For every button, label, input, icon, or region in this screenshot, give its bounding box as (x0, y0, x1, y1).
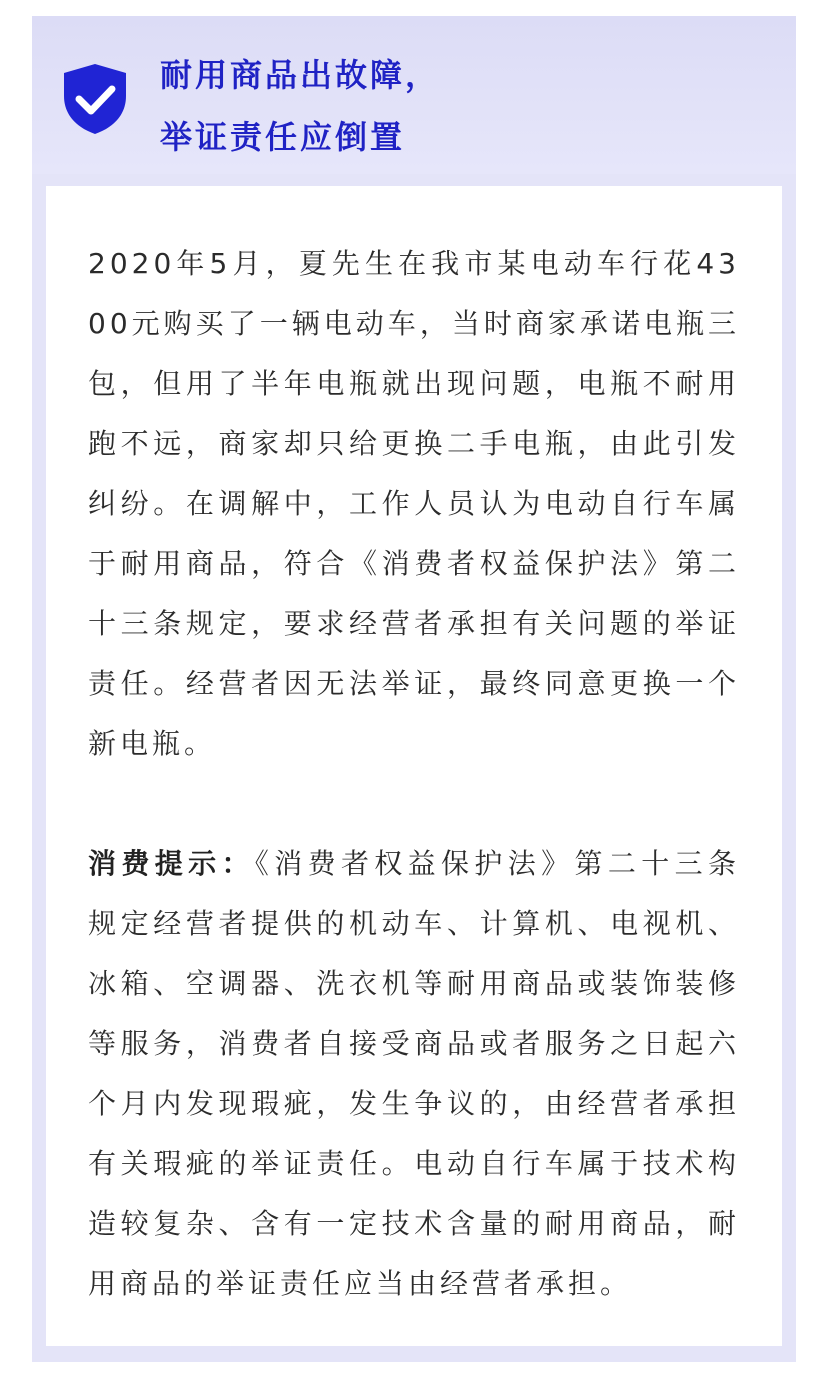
tip-paragraph (88, 834, 740, 1314)
page-title (160, 44, 440, 168)
title-line-2: 举证责任应倒置 (160, 118, 406, 156)
card-header (32, 16, 796, 174)
shield-check-icon (62, 62, 128, 136)
case-paragraph: 2020年5月，夏先生在我市某电动车行花4300元购买了一辆电动车，当时商家承诺电瓶三包，但用了半年电瓶就出现问题，电瓶不耐用跑不远，商家却只给更换二手电瓶，由此引发纠纷。在调解中，工作人员认为电动自行车属于耐用商品，符合《消费者权益保护法》第二十三条规定，要求经营者承担有关问题的举证责任。经营者因无法举证，最终同意更换一个新电瓶。 (88, 247, 740, 760)
tip-label: 消费提示： (88, 847, 255, 880)
content-panel (46, 186, 782, 1346)
title-line-1: 耐用商品出故障， (160, 56, 441, 94)
tip-text: 《消费者权益保护法》第二十三条规定经营者提供的机动车、计算机、电视机、冰箱、空调器、洗衣机等耐用商品或装饰装修等服务，消费者自接受商品或者服务之日起六个月内发现瑕疵，发生争议的，由经营者承担有关瑕疵的举证责任。电动自行车属于技术构造较复杂、含有一定技术含量的耐用商品，耐用商品的举证责任应当由经营者承担。 (88, 847, 740, 1300)
article-card (32, 16, 796, 1362)
